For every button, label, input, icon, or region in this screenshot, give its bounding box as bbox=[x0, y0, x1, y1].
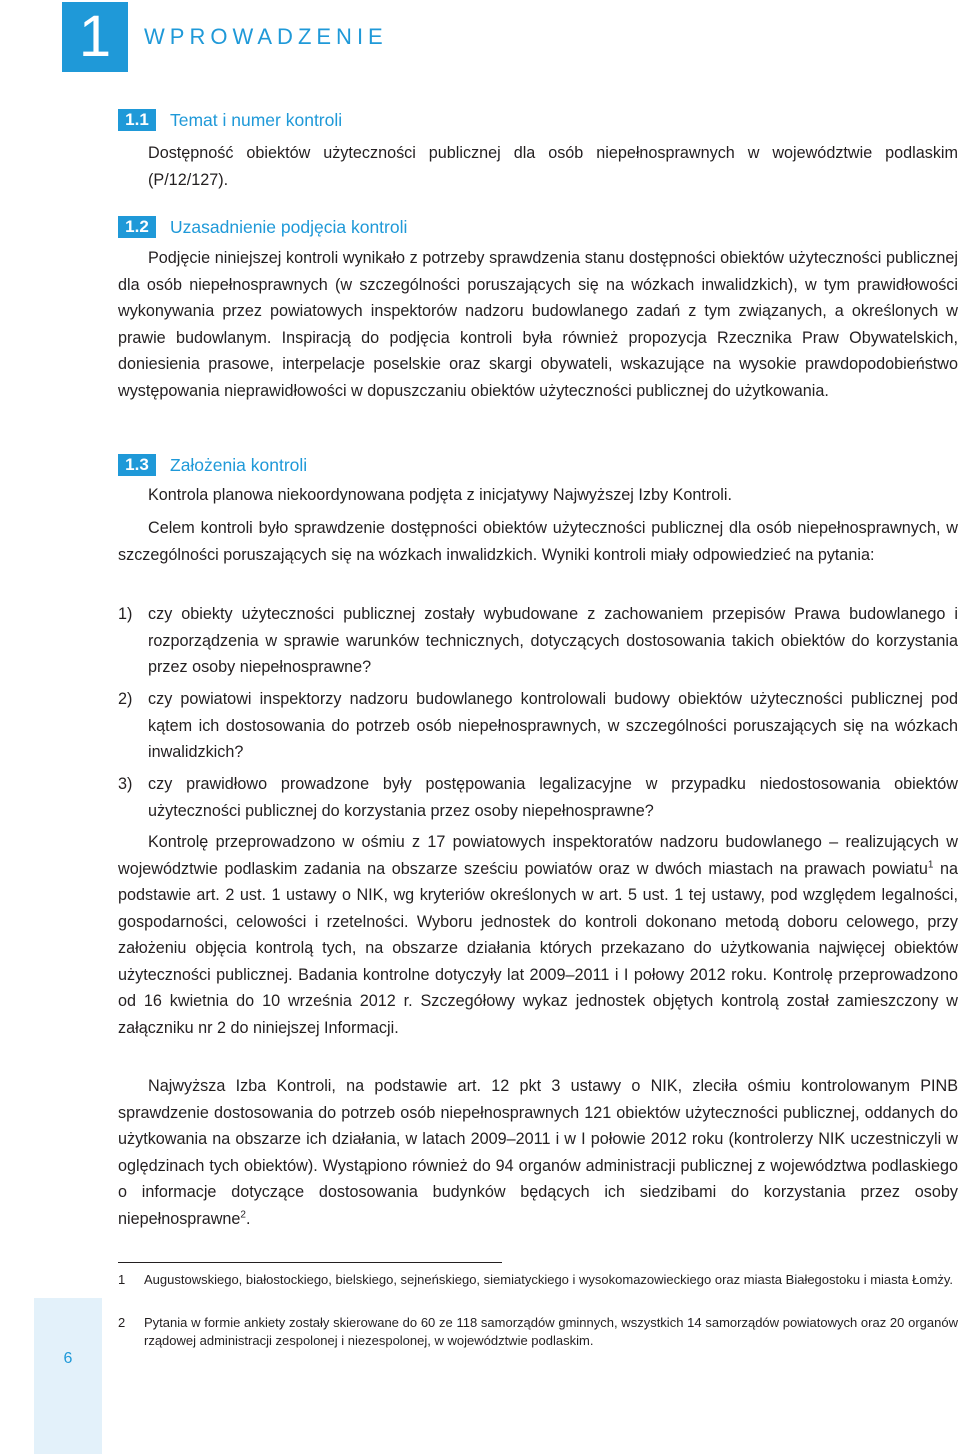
paragraph-justification: Podjęcie niniejszej kontroli wynikało z potrzeby sprawdzenia stanu dostępności obiektów użyteczności publicznej dla osób niepełnosprawnych (w szczególności poruszających się na wózkach inwalidzkich), w tym prawidłowości wykonywania przez powiatowych inspektorów nadzoru budowlanego zadań z tym związanych, a określonych w prawie budowlanym. Inspiracją do podjęcia kontroli była również propozycja Rzecznika Praw Obywatelskich, doniesienia prasowe, interpelacje poselskie oraz skargi obywateli, wskazujące na wysokie prawdopodobieństwo występowania nieprawidłowości w dopuszczaniu obiektów użyteczności publicznej do użytkowania. bbox=[118, 249, 958, 400]
page-number: 6 bbox=[63, 1350, 73, 1367]
list-item bbox=[118, 771, 958, 824]
footnote bbox=[118, 1314, 958, 1350]
section-title-1-1: Temat i numer kontroli bbox=[170, 110, 343, 130]
paragraph-topic: Dostępność obiektów użyteczności publicznej dla osób niepełnosprawnych w województwie podlaskim (P/12/127). bbox=[148, 144, 958, 189]
paragraph-commission bbox=[118, 1073, 958, 1232]
section-number-1-2: 1.2 bbox=[118, 216, 156, 238]
footnote-text: Augustowskiego, białostockiego, bielskiego, sejneńskiego, siemiatyckiego i wysokomazowieckiego oraz miasta Białegostoku i miasta Łomży. bbox=[144, 1272, 954, 1287]
section-number-1-1: 1.1 bbox=[118, 109, 156, 131]
footnote-text: Pytania w formie ankiety zostały skierowane do 60 ze 118 samorządów gminnych, wszystkich 14 samorządów powiatowych oraz 20 organów rządowej administracji zespolonej i niezespolonej, w województwie podlaskim. bbox=[144, 1315, 958, 1348]
page-number-box bbox=[34, 1298, 102, 1454]
paragraph-assumptions: Kontrola planowa niekoordynowana podjęta z inicjatywy Najwyższej Izby Kontroli. bbox=[148, 486, 732, 504]
footnote-number: 2 bbox=[118, 1315, 126, 1330]
list-item-text: czy prawidłowo prowadzone były postępowania legalizacyjne w przypadku niedostosowania obiektów użyteczności publicznej do korzystania przez osoby niepełnosprawne? bbox=[148, 775, 958, 820]
footnote-divider bbox=[118, 1262, 502, 1263]
section-title-1-2: Uzasadnienie podjęcia kontroli bbox=[170, 217, 408, 237]
list-item-number: 1) bbox=[118, 605, 133, 623]
list-item-number: 2) bbox=[118, 690, 133, 708]
list-item-text: czy obiekty użyteczności publicznej zostały wybudowane z zachowaniem przepisów Prawa budowlanego i rozporządzenia w sprawie warunków technicznych, dotyczących dostosowania takich obiektów do korzystania przez osoby niepełnosprawne? bbox=[148, 605, 958, 676]
list-item-number: 3) bbox=[118, 775, 133, 793]
paragraph-scope-part-2: na podstawie art. 2 ust. 1 ustawy o NIK, wg kryteriów określonych w art. 5 ust. 1 tej ustawy, pod względem legalności, gospodarności, celowości i rzetelności. Wyboru jednostek do kontroli dokonano metodą doboru celowego, przy założeniu objęcia kontrolą tych, na obszarze działania których przekazano do użytkowania najwięcej obiektów użyteczności publicznej. Badania kontrolne dotyczyły lat 2009–2011 i I połowy 2012 roku. Kontrolę przeprowadzono od 16 kwietnia do 10 września 2012 r. Szczegółowy wykaz jednostek objętych kontrolą został zamieszczony w załączniku nr 2 do niniejszej Informacji. bbox=[118, 859, 958, 1037]
section-title-1-3: Założenia kontroli bbox=[170, 455, 308, 475]
chapter-number-box: 1 bbox=[62, 2, 128, 72]
footnote-number: 1 bbox=[118, 1272, 126, 1287]
footnote-ref-1[interactable]: 1 bbox=[927, 859, 934, 871]
footnote bbox=[118, 1271, 958, 1289]
paragraph-commission-part-1: Najwyższa Izba Kontroli, na podstawie art. 12 pkt 3 ustawy o NIK, zleciła ośmiu kontrolowanym PINB sprawdzenie dostosowania do potrzeb osób niepełnosprawnych 121 obiektów użyteczności publicznej, oddanych do użytkowania na obszarze ich działania, w latach 2009–2011 i w I połowie 2012 roku (kontrolerzy NIK uczestniczyli w oględzinach tych obiektów). Wystąpiono również do 94 organów administracji publicznej z województwa podlaskiego o informacje dotyczące dostosowania budynków będących ich siedzibami do korzystania przez osoby niepełnosprawne bbox=[118, 1077, 958, 1228]
footnote-ref-2[interactable]: 2 bbox=[240, 1209, 246, 1221]
section-number-1-3: 1.3 bbox=[118, 454, 156, 476]
paragraph-scope bbox=[118, 829, 958, 1041]
paragraph-commission-part-2: . bbox=[245, 1209, 251, 1228]
list-item bbox=[118, 601, 958, 681]
list-item bbox=[118, 686, 958, 766]
paragraph-goal: Celem kontroli było sprawdzenie dostępności obiektów użyteczności publicznej dla osób niepełnosprawnych, w szczególności poruszających się na wózkach inwalidzkich. Wyniki kontroli miały odpowiedzieć na pytania: bbox=[118, 519, 958, 564]
paragraph-scope-part-1: Kontrolę przeprowadzono w ośmiu z 17 powiatowych inspektoratów nadzoru budowlanego – realizujących w województwie podlaskim zadania na obszarze sześciu powiatów oraz w dwóch miastach na prawach powiatu bbox=[118, 833, 958, 878]
list-item-text: czy powiatowi inspektorzy nadzoru budowlanego kontrolowali budowy obiektów użyteczności publicznej pod kątem ich dostosowania do potrzeb osób niepełnosprawnych, w szczególności poruszających się na wózkach inwalidzkich? bbox=[148, 690, 958, 761]
chapter-title: WPROWADZENIE bbox=[144, 24, 388, 49]
